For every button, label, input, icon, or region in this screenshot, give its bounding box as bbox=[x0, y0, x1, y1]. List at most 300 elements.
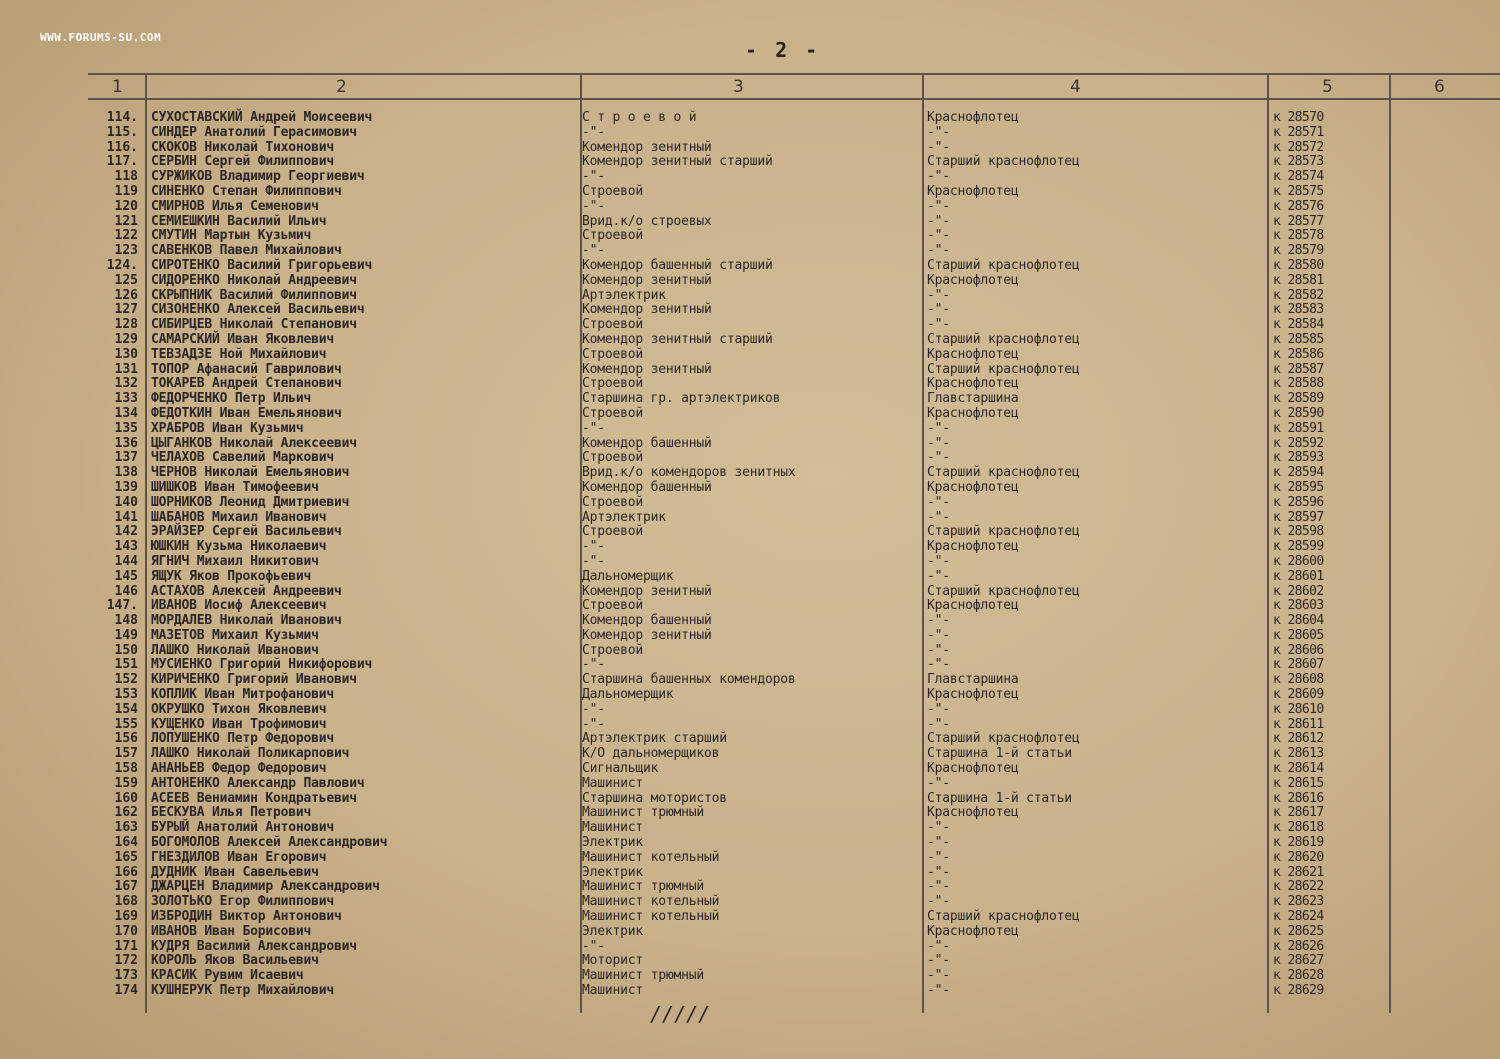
full-name: СИДОРЕНКО Николай Андреевич bbox=[151, 272, 357, 288]
personal-number: к 28596 bbox=[1273, 494, 1324, 510]
table-row bbox=[0, 288, 1500, 303]
full-name: ТОПОР Афанасий Гаврилович bbox=[151, 361, 342, 377]
row-number: 117. bbox=[106, 154, 138, 170]
handwritten-marks: ///// bbox=[650, 1002, 711, 1026]
table-row bbox=[0, 953, 1500, 968]
rank: -"- bbox=[927, 450, 950, 466]
position: -"- bbox=[582, 420, 605, 436]
rank: Старший краснофлотец bbox=[927, 524, 1080, 540]
row-number: 165 bbox=[114, 849, 138, 865]
row-number: 127 bbox=[114, 302, 138, 318]
position: Комендор башенный старший bbox=[582, 257, 773, 273]
table-row bbox=[0, 273, 1500, 288]
rank: -"- bbox=[927, 835, 950, 851]
personal-number: к 28612 bbox=[1273, 731, 1324, 747]
full-name: ЛАШКО Николай Поликарпович bbox=[151, 746, 350, 762]
personal-number: к 28584 bbox=[1273, 317, 1324, 333]
position: Машинист трюмный bbox=[582, 968, 705, 984]
row-number: 144 bbox=[114, 553, 138, 569]
position: Строевой bbox=[582, 524, 644, 540]
full-name: КУЩЕНКО Иван Трофимович bbox=[151, 716, 327, 732]
full-name: БЕСКУВА Илья Петрович bbox=[151, 805, 312, 821]
full-name: ТЕВЗАДЗЕ Ной Михайлович bbox=[151, 346, 327, 362]
position: Строевой bbox=[582, 317, 644, 333]
rank: -"- bbox=[927, 953, 950, 969]
position: Строевой bbox=[582, 405, 644, 421]
full-name: ТОКАРЕВ Андрей Степанович bbox=[151, 376, 342, 392]
position: -"- bbox=[582, 243, 605, 259]
position: -"- bbox=[582, 716, 605, 732]
table-row bbox=[0, 894, 1500, 909]
watermark: WWW.FORUMS-SU.COM bbox=[40, 31, 162, 44]
personal-number: к 28573 bbox=[1273, 154, 1324, 170]
table-row bbox=[0, 657, 1500, 672]
row-number: 115. bbox=[106, 124, 138, 140]
table-row bbox=[0, 495, 1500, 510]
row-number: 172 bbox=[114, 953, 138, 969]
table-row bbox=[0, 376, 1500, 391]
row-number: 125 bbox=[114, 272, 138, 288]
table-row bbox=[0, 362, 1500, 377]
row-number: 123 bbox=[114, 243, 138, 259]
table-row bbox=[0, 154, 1500, 169]
row-number: 153 bbox=[114, 687, 138, 703]
row-number: 152 bbox=[114, 672, 138, 688]
personal-number: к 28603 bbox=[1273, 598, 1324, 614]
position: Комендор башенный bbox=[582, 479, 712, 495]
full-name: СУХОСТАВСКИЙ Андрей Моисеевич bbox=[151, 110, 373, 125]
rank: -"- bbox=[927, 169, 950, 185]
full-name: ЧЕЛАХОВ Савелий Маркович bbox=[151, 450, 335, 466]
table-row bbox=[0, 761, 1500, 776]
personal-number: к 28626 bbox=[1273, 938, 1324, 954]
rank: -"- bbox=[927, 627, 950, 643]
table-row bbox=[0, 717, 1500, 732]
rank: Старший краснофлотец bbox=[927, 257, 1080, 273]
personal-number: к 28623 bbox=[1273, 894, 1324, 910]
full-name: ДЖАРЦЕН Владимир Александрович bbox=[151, 879, 380, 895]
full-name: КУШНЕРУК Петр Михайлович bbox=[151, 983, 335, 999]
personal-number: к 28588 bbox=[1273, 376, 1324, 392]
position: -"- bbox=[582, 701, 605, 717]
position: Строевой bbox=[582, 346, 644, 362]
full-name: БУРЫЙ Анатолий Антонович bbox=[151, 820, 335, 836]
full-name: СКОКОВ Николай Тихонович bbox=[151, 139, 335, 155]
position: К/О дальномерщиков bbox=[582, 746, 720, 762]
row-number: 148 bbox=[114, 613, 138, 629]
full-name: КУДРЯ Василий Александрович bbox=[151, 938, 357, 954]
full-name: СКРЫПНИК Василий Филиппович bbox=[151, 287, 357, 303]
position: Артэлектрик старший bbox=[582, 731, 727, 747]
full-name: ИВАНОВ Иван Борисович bbox=[151, 923, 312, 939]
personal-number: к 28591 bbox=[1273, 420, 1324, 436]
rank: Краснофлотец bbox=[927, 272, 1019, 288]
position: -"- bbox=[582, 938, 605, 954]
personal-number: к 28607 bbox=[1273, 657, 1324, 673]
page-number: - 2 - bbox=[745, 38, 821, 62]
rank: -"- bbox=[927, 820, 950, 836]
rank: Краснофлотец bbox=[927, 687, 1019, 703]
table-row bbox=[0, 569, 1500, 584]
table-row bbox=[0, 125, 1500, 140]
row-number: 141 bbox=[114, 509, 138, 525]
position: Сигнальщик bbox=[582, 761, 659, 777]
position: Строевой bbox=[582, 228, 644, 244]
rank: -"- bbox=[927, 494, 950, 510]
table-row bbox=[0, 332, 1500, 347]
table-row bbox=[0, 939, 1500, 954]
position: Комендор зенитный bbox=[582, 583, 712, 599]
table-row bbox=[0, 835, 1500, 850]
row-number: 134 bbox=[114, 405, 138, 421]
position: Строевой bbox=[582, 376, 644, 392]
position: Электрик bbox=[582, 835, 644, 851]
personal-number: к 28613 bbox=[1273, 746, 1324, 762]
full-name: ИВАНОВ Иосиф Алексеевич bbox=[151, 598, 327, 614]
row-number: 126 bbox=[114, 287, 138, 303]
row-number: 135 bbox=[114, 420, 138, 436]
personal-number: к 28609 bbox=[1273, 687, 1324, 703]
full-name: ЮШКИН Кузьма Николаевич bbox=[151, 539, 327, 555]
full-name: СИБИРЦЕВ Николай Степанович bbox=[151, 317, 357, 333]
table-row bbox=[0, 702, 1500, 717]
personal-number: к 28606 bbox=[1273, 642, 1324, 658]
full-name: МУСИЕНКО Григорий Никифорович bbox=[151, 657, 373, 673]
position: Электрик bbox=[582, 864, 644, 880]
position: Врид.к/о комендоров зенитных bbox=[582, 465, 796, 481]
position: Машинист bbox=[582, 820, 644, 836]
rank: -"- bbox=[927, 213, 950, 229]
row-number: 130 bbox=[114, 346, 138, 362]
column-header-6: 6 bbox=[1434, 77, 1445, 97]
table-row bbox=[0, 820, 1500, 835]
full-name: КИРИЧЕНКО Григорий Иванович bbox=[151, 672, 357, 688]
row-number: 142 bbox=[114, 524, 138, 540]
row-number: 159 bbox=[114, 775, 138, 791]
rank: -"- bbox=[927, 775, 950, 791]
rank: -"- bbox=[927, 243, 950, 259]
full-name: ЗОЛОТЬКО Егор Филиппович bbox=[151, 894, 335, 910]
row-number: 129 bbox=[114, 331, 138, 347]
table-row bbox=[0, 924, 1500, 939]
personal-number: к 28583 bbox=[1273, 302, 1324, 318]
personal-number: к 28571 bbox=[1273, 124, 1324, 140]
position: Комендор зенитный bbox=[582, 302, 712, 318]
personal-number: к 28604 bbox=[1273, 613, 1324, 629]
personal-number: к 28615 bbox=[1273, 775, 1324, 791]
rank: Старшина 1-й статьи bbox=[927, 746, 1072, 762]
full-name: КРАСИК Рувим Исаевич bbox=[151, 968, 304, 984]
full-name: САМАРСКИЙ Иван Яковлевич bbox=[151, 331, 335, 347]
full-name: СУРЖИКОВ Владимир Георгиевич bbox=[151, 169, 365, 185]
position: Старшина башенных комендоров bbox=[582, 672, 796, 688]
rank: -"- bbox=[927, 849, 950, 865]
row-number: 146 bbox=[114, 583, 138, 599]
full-name: ФЕДОТКИН Иван Емельянович bbox=[151, 405, 342, 421]
header-top-rule bbox=[88, 73, 1500, 75]
personal-number: к 28594 bbox=[1273, 465, 1324, 481]
table-row bbox=[0, 480, 1500, 495]
full-name: ЛОПУШЕНКО Петр Федорович bbox=[151, 731, 335, 747]
row-number: 131 bbox=[114, 361, 138, 377]
position: Строевой bbox=[582, 642, 644, 658]
rank: Краснофлотец bbox=[927, 539, 1019, 555]
personal-number: к 28614 bbox=[1273, 761, 1324, 777]
personal-number: к 28629 bbox=[1273, 983, 1324, 999]
personal-number: к 28593 bbox=[1273, 450, 1324, 466]
position: Комендор башенный bbox=[582, 613, 712, 629]
personal-number: к 28585 bbox=[1273, 331, 1324, 347]
full-name: СИНЕНКО Степан Филиппович bbox=[151, 183, 342, 199]
personal-number: к 28622 bbox=[1273, 879, 1324, 895]
table-row bbox=[0, 406, 1500, 421]
rank: Старший краснофлотец bbox=[927, 465, 1080, 481]
rank: Краснофлотец bbox=[927, 598, 1019, 614]
rank: -"- bbox=[927, 420, 950, 436]
personal-number: к 28576 bbox=[1273, 198, 1324, 214]
personal-number: к 28605 bbox=[1273, 627, 1324, 643]
table-row bbox=[0, 628, 1500, 643]
row-number: 114. bbox=[106, 110, 138, 125]
position: -"- bbox=[582, 124, 605, 140]
table-row bbox=[0, 450, 1500, 465]
rank: -"- bbox=[927, 509, 950, 525]
position: Строевой bbox=[582, 494, 644, 510]
rank: -"- bbox=[927, 642, 950, 658]
table-row bbox=[0, 791, 1500, 806]
table-row bbox=[0, 983, 1500, 998]
table-row bbox=[0, 140, 1500, 155]
rank: Старший краснофлотец bbox=[927, 361, 1080, 377]
full-name: ШИШКОВ Иван Тимофеевич bbox=[151, 479, 319, 495]
full-name: ЦЫГАНКОВ Николай Алексеевич bbox=[151, 435, 357, 451]
table-row bbox=[0, 805, 1500, 820]
row-number: 151 bbox=[114, 657, 138, 673]
table-row bbox=[0, 524, 1500, 539]
position: Комендор башенный bbox=[582, 435, 712, 451]
personal-number: к 28578 bbox=[1273, 228, 1324, 244]
table-row bbox=[0, 258, 1500, 273]
personal-number: к 28570 bbox=[1273, 110, 1324, 125]
rank: -"- bbox=[927, 938, 950, 954]
position: -"- bbox=[582, 553, 605, 569]
position: Машинист bbox=[582, 983, 644, 999]
row-number: 121 bbox=[114, 213, 138, 229]
row-number: 150 bbox=[114, 642, 138, 658]
row-number: 162 bbox=[114, 805, 138, 821]
column-header-3: 3 bbox=[733, 77, 744, 97]
position: Артэлектрик bbox=[582, 509, 666, 525]
full-name: СИНДЕР Анатолий Герасимович bbox=[151, 124, 357, 140]
position: Машинист котельный bbox=[582, 909, 720, 925]
rank: -"- bbox=[927, 317, 950, 333]
personal-number: к 28625 bbox=[1273, 923, 1324, 939]
row-number: 132 bbox=[114, 376, 138, 392]
position: Комендор зенитный старший bbox=[582, 154, 773, 170]
position: -"- bbox=[582, 539, 605, 555]
table-row bbox=[0, 731, 1500, 746]
position: Машинист трюмный bbox=[582, 805, 705, 821]
personal-number: к 28595 bbox=[1273, 479, 1324, 495]
full-name: АСЕЕВ Вениамин Кондратьевич bbox=[151, 790, 357, 806]
table-row bbox=[0, 436, 1500, 451]
position: Комендор зенитный старший bbox=[582, 331, 773, 347]
full-name: АНАНЬЕВ Федор Федорович bbox=[151, 761, 327, 777]
full-name: СИРОТЕНКО Василий Григорьевич bbox=[151, 257, 373, 273]
row-number: 120 bbox=[114, 198, 138, 214]
row-number: 164 bbox=[114, 835, 138, 851]
position: Строевой bbox=[582, 598, 644, 614]
rank: -"- bbox=[927, 302, 950, 318]
row-number: 119 bbox=[114, 183, 138, 199]
personal-number: к 28624 bbox=[1273, 909, 1324, 925]
position: Комендор зенитный bbox=[582, 139, 712, 155]
row-number: 169 bbox=[114, 909, 138, 925]
position: Моторист bbox=[582, 953, 644, 969]
personal-number: к 28601 bbox=[1273, 568, 1324, 584]
table-row bbox=[0, 243, 1500, 258]
row-number: 145 bbox=[114, 568, 138, 584]
row-number: 124. bbox=[106, 257, 138, 273]
rank: -"- bbox=[927, 701, 950, 717]
personal-number: к 28600 bbox=[1273, 553, 1324, 569]
table-row bbox=[0, 317, 1500, 332]
position: -"- bbox=[582, 198, 605, 214]
row-number: 167 bbox=[114, 879, 138, 895]
row-number: 154 bbox=[114, 701, 138, 717]
rank: -"- bbox=[927, 613, 950, 629]
table-row bbox=[0, 776, 1500, 791]
rank: Краснофлотец bbox=[927, 761, 1019, 777]
personal-number: к 28628 bbox=[1273, 968, 1324, 984]
table-row bbox=[0, 554, 1500, 569]
table-row bbox=[0, 598, 1500, 613]
rank: Краснофлотец bbox=[927, 110, 1019, 125]
personal-number: к 28577 bbox=[1273, 213, 1324, 229]
table-row bbox=[0, 643, 1500, 658]
rank: Краснофлотец bbox=[927, 479, 1019, 495]
personal-number: к 28572 bbox=[1273, 139, 1324, 155]
personal-number: к 28610 bbox=[1273, 701, 1324, 717]
full-name: ЭРАЙЗЕР Сергей Васильевич bbox=[151, 524, 342, 540]
position: Комендор зенитный bbox=[582, 627, 712, 643]
table-row bbox=[0, 199, 1500, 214]
full-name: ГНЕЗДИЛОВ Иван Егорович bbox=[151, 849, 327, 865]
row-number: 168 bbox=[114, 894, 138, 910]
rank: -"- bbox=[927, 435, 950, 451]
personal-number: к 28575 bbox=[1273, 183, 1324, 199]
rank: -"- bbox=[927, 287, 950, 303]
full-name: КОПЛИК Иван Митрофанович bbox=[151, 687, 335, 703]
header-bottom-rule bbox=[88, 98, 1500, 100]
rank: Старшина 1-й статьи bbox=[927, 790, 1072, 806]
row-number: 173 bbox=[114, 968, 138, 984]
rank: Краснофлотец bbox=[927, 346, 1019, 362]
personal-number: к 28579 bbox=[1273, 243, 1324, 259]
row-number: 157 bbox=[114, 746, 138, 762]
full-name: ЧЕРНОВ Николай Емельянович bbox=[151, 465, 350, 481]
rank: Краснофлотец bbox=[927, 923, 1019, 939]
column-header-1: 1 bbox=[112, 77, 123, 97]
full-name: ОКРУШКО Тихон Яковлевич bbox=[151, 701, 327, 717]
personal-number: к 28619 bbox=[1273, 835, 1324, 851]
full-name: СЕМИЕШКИН Василий Ильич bbox=[151, 213, 327, 229]
personal-number: к 28621 bbox=[1273, 864, 1324, 880]
personal-number: к 28581 bbox=[1273, 272, 1324, 288]
row-number: 143 bbox=[114, 539, 138, 555]
position: Комендор зенитный bbox=[582, 272, 712, 288]
row-number: 118 bbox=[114, 169, 138, 185]
row-number: 170 bbox=[114, 923, 138, 939]
personal-number: к 28617 bbox=[1273, 805, 1324, 821]
full-name: ХРАБРОВ Иван Кузьмич bbox=[151, 420, 304, 436]
rank: Краснофлотец bbox=[927, 405, 1019, 421]
position: Машинист bbox=[582, 775, 644, 791]
full-name: МОРДАЛЕВ Николай Иванович bbox=[151, 613, 342, 629]
personal-number: к 28597 bbox=[1273, 509, 1324, 525]
rank: -"- bbox=[927, 879, 950, 895]
full-name: ЯЩУК Яков Прокофьевич bbox=[151, 568, 312, 584]
rank: -"- bbox=[927, 657, 950, 673]
rank: -"- bbox=[927, 139, 950, 155]
personal-number: к 28608 bbox=[1273, 672, 1324, 688]
personal-number: к 28590 bbox=[1273, 405, 1324, 421]
personal-number: к 28620 bbox=[1273, 849, 1324, 865]
table-row bbox=[0, 465, 1500, 480]
personal-number: к 28586 bbox=[1273, 346, 1324, 362]
position: Артэлектрик bbox=[582, 287, 666, 303]
rank: -"- bbox=[927, 864, 950, 880]
personal-number: к 28627 bbox=[1273, 953, 1324, 969]
personal-number: к 28574 bbox=[1273, 169, 1324, 185]
position: Комендор зенитный bbox=[582, 361, 712, 377]
full-name: САВЕНКОВ Павел Михайлович bbox=[151, 243, 342, 259]
table-row bbox=[0, 169, 1500, 184]
position: Старшина мотористов bbox=[582, 790, 727, 806]
rank: Старший краснофлотец bbox=[927, 909, 1080, 925]
rank: Старший краснофлотец bbox=[927, 583, 1080, 599]
full-name: ЯГНИЧ Михаил Никитович bbox=[151, 553, 319, 569]
personnel-list bbox=[0, 110, 1500, 998]
rank: -"- bbox=[927, 894, 950, 910]
position: С т р о е в о й bbox=[582, 110, 697, 125]
row-number: 122 bbox=[114, 228, 138, 244]
row-number: 149 bbox=[114, 627, 138, 643]
row-number: 171 bbox=[114, 938, 138, 954]
table-row bbox=[0, 391, 1500, 406]
position: Строевой bbox=[582, 183, 644, 199]
row-number: 155 bbox=[114, 716, 138, 732]
rank: Старший краснофлотец bbox=[927, 731, 1080, 747]
column-header-2: 2 bbox=[336, 77, 347, 97]
rank: -"- bbox=[927, 553, 950, 569]
full-name: СМИРНОВ Илья Семенович bbox=[151, 198, 319, 214]
column-header-5: 5 bbox=[1322, 77, 1333, 97]
row-number: 140 bbox=[114, 494, 138, 510]
rank: -"- bbox=[927, 228, 950, 244]
table-row bbox=[0, 687, 1500, 702]
personal-number: к 28592 bbox=[1273, 435, 1324, 451]
personal-number: к 28582 bbox=[1273, 287, 1324, 303]
rank: Краснофлотец bbox=[927, 805, 1019, 821]
personal-number: к 28611 bbox=[1273, 716, 1324, 732]
rank: Краснофлотец bbox=[927, 376, 1019, 392]
table-row bbox=[0, 672, 1500, 687]
rank: Главстаршина bbox=[927, 672, 1019, 688]
position: -"- bbox=[582, 169, 605, 185]
rank: -"- bbox=[927, 968, 950, 984]
row-number: 160 bbox=[114, 790, 138, 806]
